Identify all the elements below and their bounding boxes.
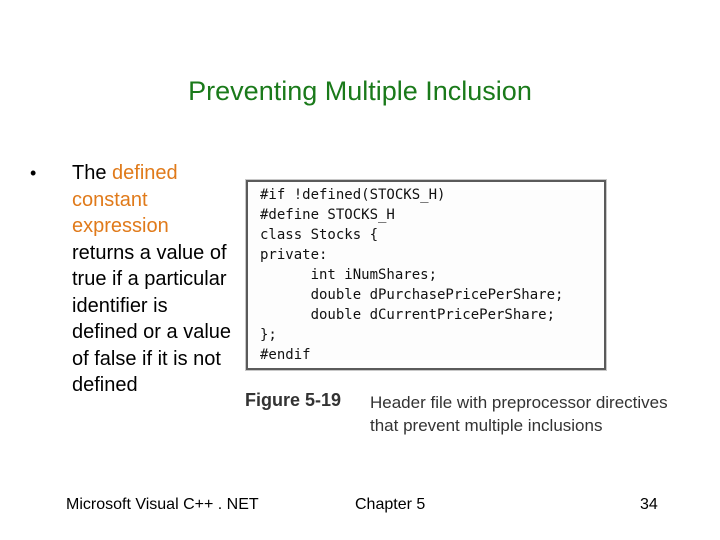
code-line: #if !defined(STOCKS_H) bbox=[260, 187, 446, 203]
figure-caption: Header file with preprocessor directives that prevent multiple inclusions bbox=[370, 393, 668, 435]
bullet-text-post: returns a value of true if a particular identifier is defined or a value of false if it is not defined bbox=[72, 241, 232, 396]
figure-label: Figure 5-19 bbox=[245, 390, 342, 410]
code-line: double dCurrentPricePerShare; bbox=[260, 307, 556, 323]
code-line: #endif bbox=[260, 347, 311, 363]
footer-course: Microsoft Visual C++ . NET bbox=[66, 496, 259, 513]
code-line: #define STOCKS_H bbox=[260, 207, 395, 223]
footer-page-number: 34 bbox=[640, 496, 658, 513]
code-line: double dPurchasePricePerShare; bbox=[260, 287, 564, 303]
slide-title: Preventing Multiple Inclusion bbox=[188, 76, 532, 106]
code-line: }; bbox=[260, 327, 277, 343]
bullet-text bbox=[72, 160, 232, 399]
bullet-highlight: defined constant expression bbox=[72, 162, 178, 237]
code-line: class Stocks { bbox=[260, 227, 379, 243]
code-line: private: bbox=[260, 247, 328, 263]
code-figure bbox=[246, 180, 606, 370]
footer-chapter: Chapter 5 bbox=[355, 496, 426, 513]
code-line: int iNumShares; bbox=[260, 267, 438, 283]
bullet-marker: • bbox=[30, 163, 37, 183]
bullet-text-pre: The bbox=[72, 162, 113, 184]
